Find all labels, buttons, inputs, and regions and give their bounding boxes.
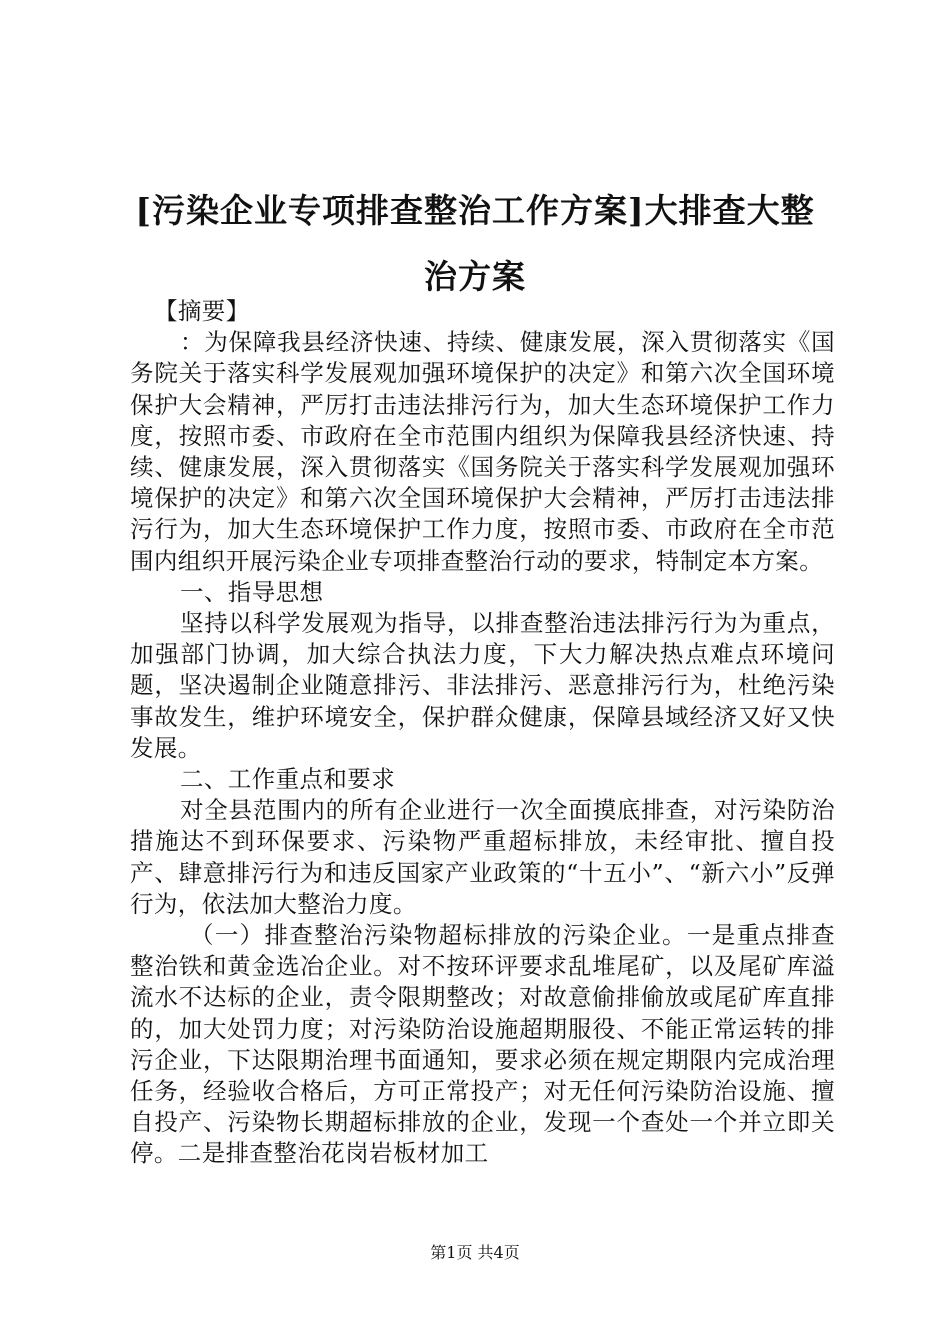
page-footer: 第1页 共4页	[430, 1243, 520, 1262]
section-heading-guiding-ideology: 一、指导思想	[180, 577, 324, 606]
document-body	[130, 296, 835, 1170]
document-title: [污染企业专项排查整治工作方案]大排查大整治方案	[135, 191, 815, 296]
abstract-label: 【摘要】	[154, 297, 250, 325]
paragraph-abstract: ：为保障我县经济快速、持续、健康发展，深入贯彻落实《国务院关于落实科学发展观加强环境保护的决定》和第六次全国环境保护大会精神，严厉打击违法排污行为，加大生态环境保护工作力度，按照市委、市政府在全市范围内组织为保障我县经济快速、持续、健康发展，深入贯彻落实《国务院关于落实科学发展观加强环境保护的决定》和第六次全国环境保护大会精神，严厉打击违法排污行为，加大生态环境保护工作力度，按照市委、市政府在全市范围内组织开展污染企业专项排查整治行动的要求，特制定本方案。	[130, 328, 835, 575]
paragraph-subsection-one: （一）排查整治污染物超标排放的污染企业。一是重点排查整治铁和黄金选冶企业。对不按环评要求乱堆尾矿，以及尾矿库溢流水不达标的企业，责令限期整改；对故意偷排偷放或尾矿库直排的，加大处罚力度；对污染防治设施超期服役、不能正常运转的排污企业，下达限期治理书面通知，要求必须在规定期限内完成治理任务，经验收合格后，方可正常投产；对无任何污染防治设施、擅自投产、污染物长期超标排放的企业，发现一个查处一个并立即关停。二是排查整治花岗岩板材加工	[130, 921, 835, 1168]
paragraph-work-focus: 对全县范围内的所有企业进行一次全面摸底排查，对污染防治措施达不到环保要求、污染物严重超标排放，未经审批、擅自投产、肆意排污行为和违反国家产业政策的“十五小”、“新六小”反弹行为，依法加大整治力度。	[130, 796, 835, 918]
paragraph-guiding-ideology: 坚持以科学发展观为指导，以排查整治违法排污行为为重点，加强部门协调，加大综合执法力度，下大力解决热点难点环境问题，坚决遏制企业随意排污、非法排污、恶意排污行为，杜绝污染事故发生，维护环境安全，保护群众健康，保障县域经济又好又快发展。	[130, 609, 835, 762]
section-heading-work-focus: 二、工作重点和要求	[180, 765, 396, 794]
